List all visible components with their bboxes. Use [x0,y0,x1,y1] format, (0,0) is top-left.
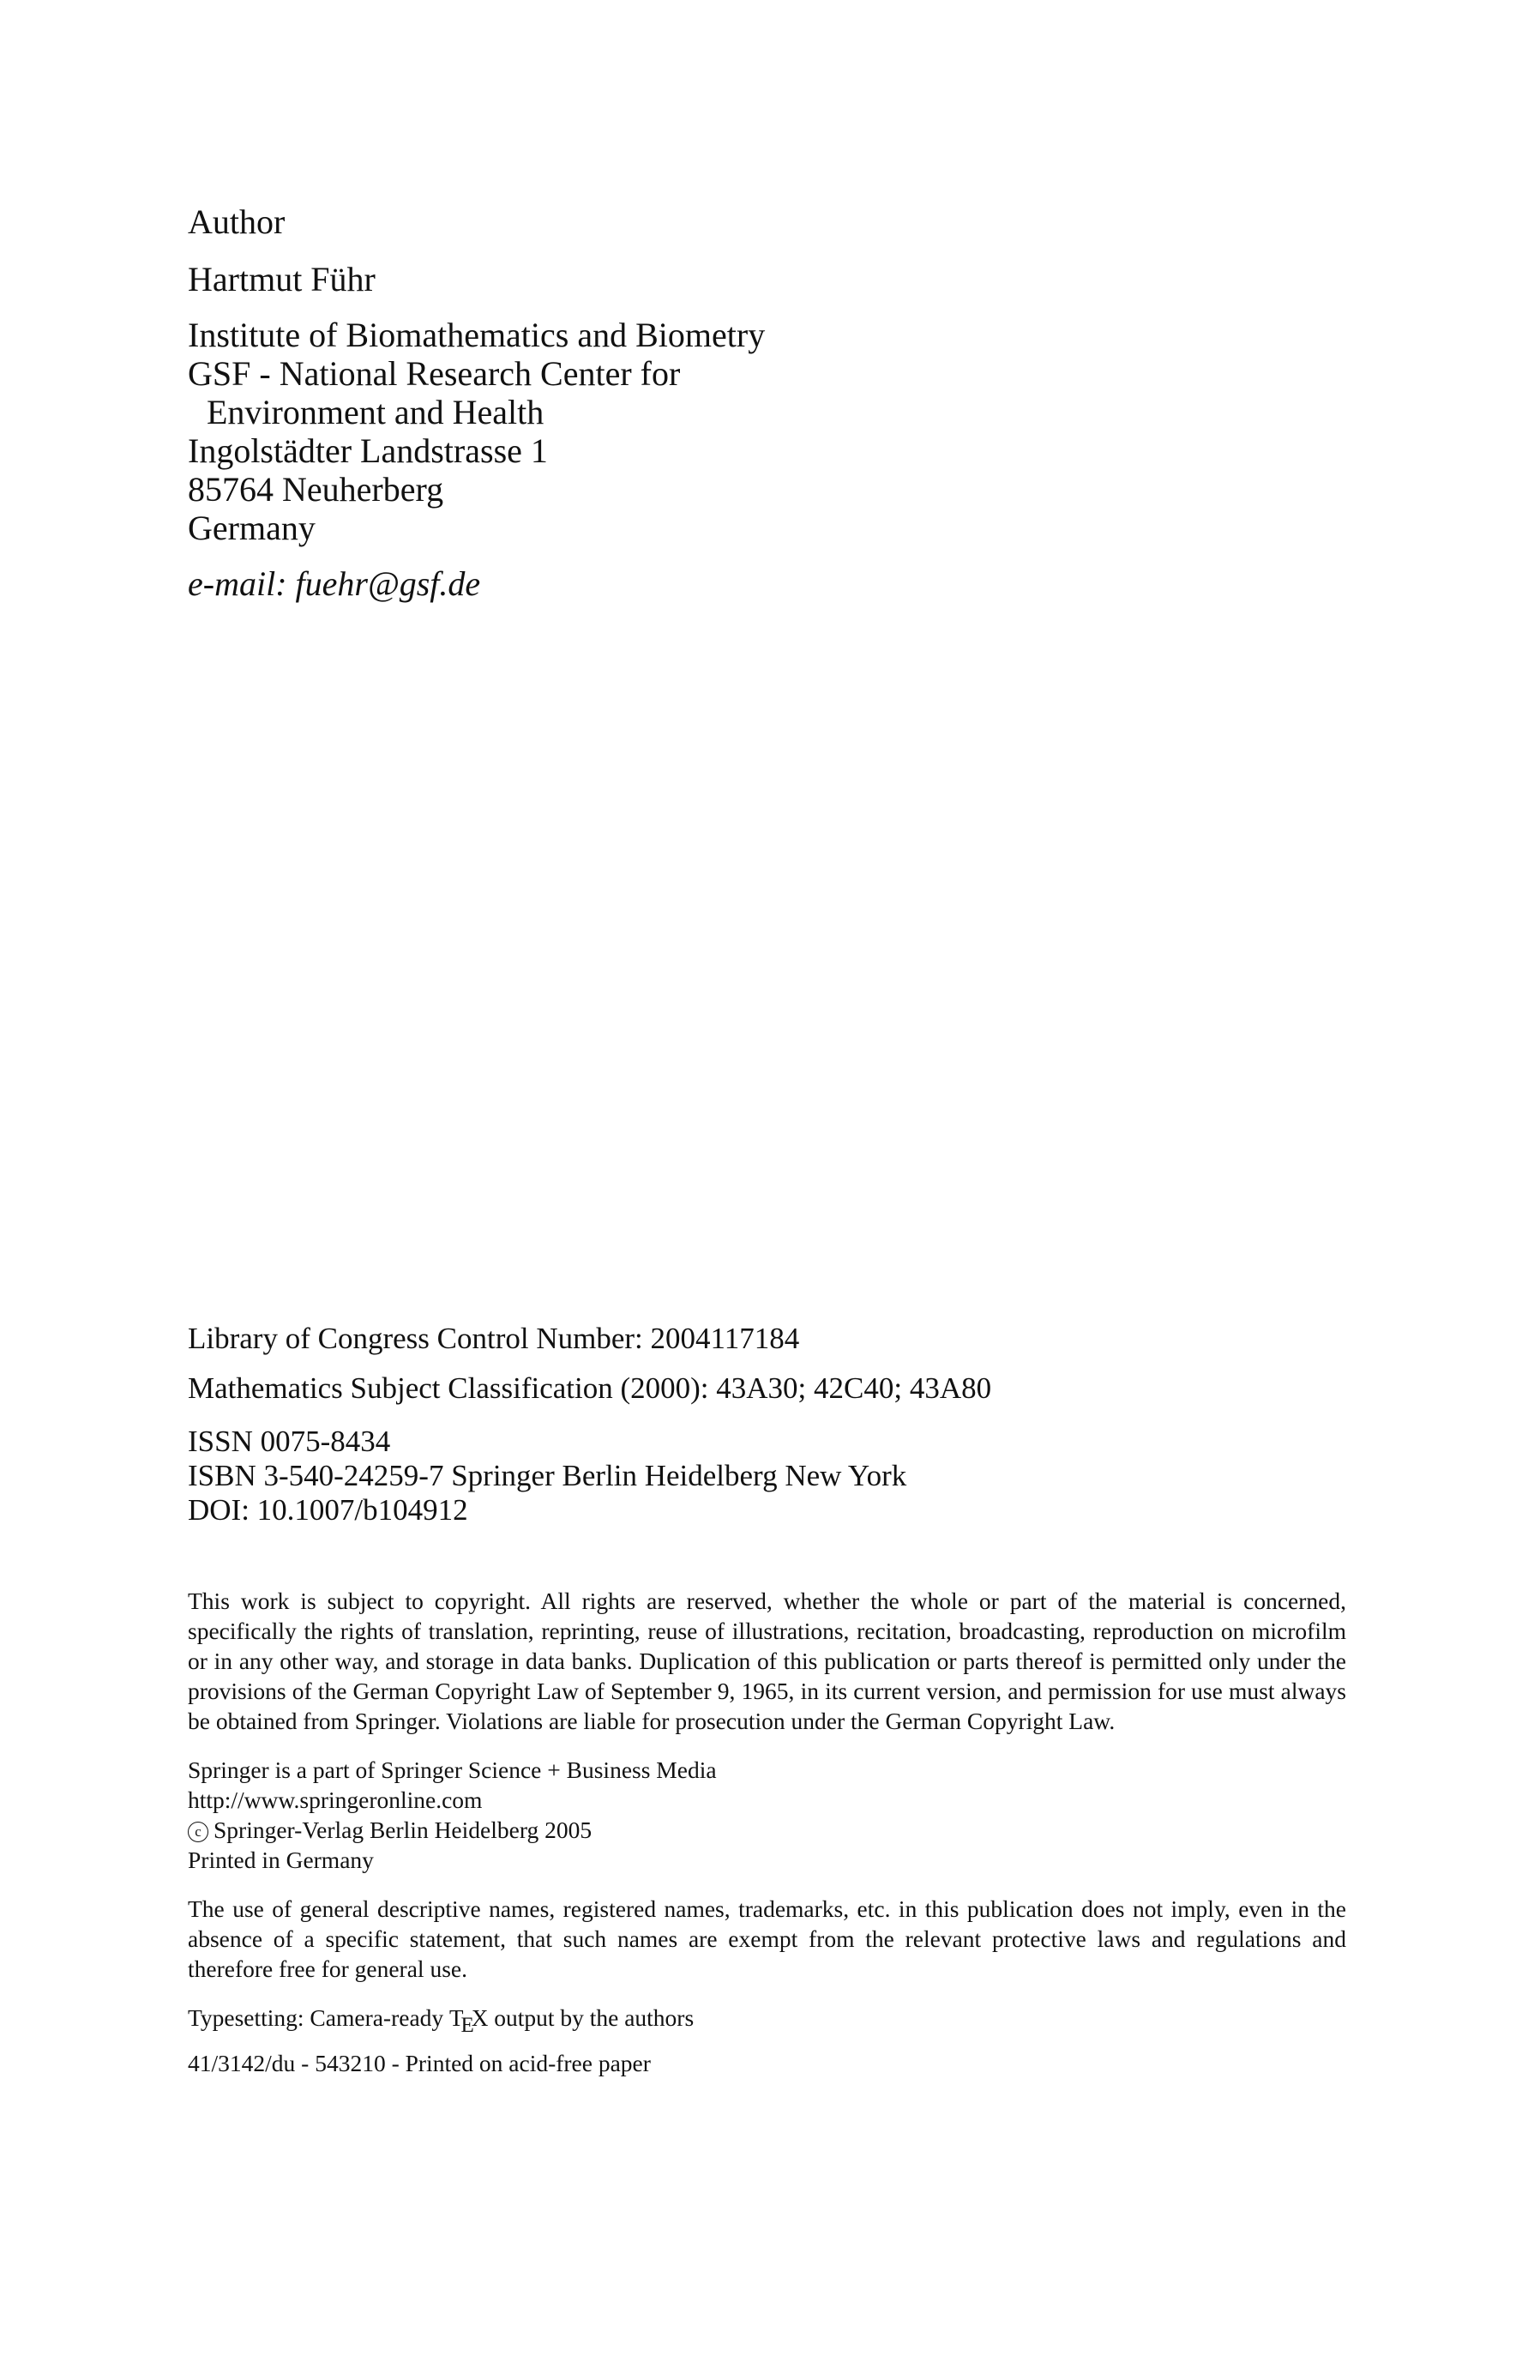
isbn-line: ISBN 3-540-24259-7 Springer Berlin Heidelberg New York [188,1459,907,1492]
typesetting-prefix: Typesetting: Camera-ready [188,2004,444,2031]
author-block [188,202,765,637]
tex-logo-x: X [471,2005,489,2031]
author-name: Hartmut Führ [188,260,376,298]
doi-line: DOI: 10.1007/b104912 [188,1493,468,1527]
printed-in: Printed in Germany [188,1847,374,1873]
publisher-line: Springer is a part of Springer Science + Business Media [188,1756,717,1783]
author-address [188,316,765,547]
copyright-notice: This work is subject to copyright. All rights are reserved, whether the whole or part of the material is concerned, specifically the rights of translation, reprinting, reuse of illustrations, recitation, broadcasting, reproduction on microfilm or in any other way, and storage in data banks. Duplication of this publication or parts thereof is permitted only under the provisions of the German Copyright Law of September 9, 1965, in its current version, and permission for use must always be obtained from Springer. Violations are liable for prosecution under the German Copyright Law. [188,1588,1346,1734]
trademark-notice: The use of general descriptive names, registered names, trademarks, etc. in this publication does not imply, even in the absence of a specific statement, that such names are exempt from the relevant protective laws and regulations and therefore free for general use. [188,1895,1346,1982]
address-street: Ingolstädter Landstrasse 1 [188,431,548,470]
legal-block [188,1586,1346,2078]
lccn-line: Library of Congress Control Number: 2004117184 [188,1322,800,1355]
tex-logo [449,2005,489,2037]
imprint [188,1755,1346,1875]
typesetting-suffix: output by the authors [494,2004,695,2031]
typesetting-line [188,2003,1346,2037]
copyright-holder: Springer-Verlag Berlin Heidelberg 2005 [214,1817,593,1843]
printing-line: 41/3142/du - 543210 - Printed on acid-free paper [188,2050,651,2076]
bibliographic-block [188,1322,991,1527]
address-organization: GSF - National Research Center for [188,354,681,393]
copyright-icon: c [188,1822,208,1842]
address-institute: Institute of Biomathematics and Biometry [188,316,766,354]
address-city: 85764 Neuherberg [188,470,444,509]
msc-line: Mathematics Subject Classification (2000): 43A30; 42C40; 43A80 [188,1371,992,1405]
address-organization-continued: Environment and Health [207,393,544,431]
tex-logo-t: T [449,2005,464,2031]
copyright-line [188,1815,1346,1845]
publisher-url: http://www.springeronline.com [188,1787,483,1813]
author-email: e-mail: fuehr@gsf.de [188,564,481,603]
issn-line: ISSN 0075-8434 [188,1425,391,1458]
tex-logo-e: E [460,2014,474,2037]
author-heading: Author [188,202,286,241]
address-country: Germany [188,509,316,547]
